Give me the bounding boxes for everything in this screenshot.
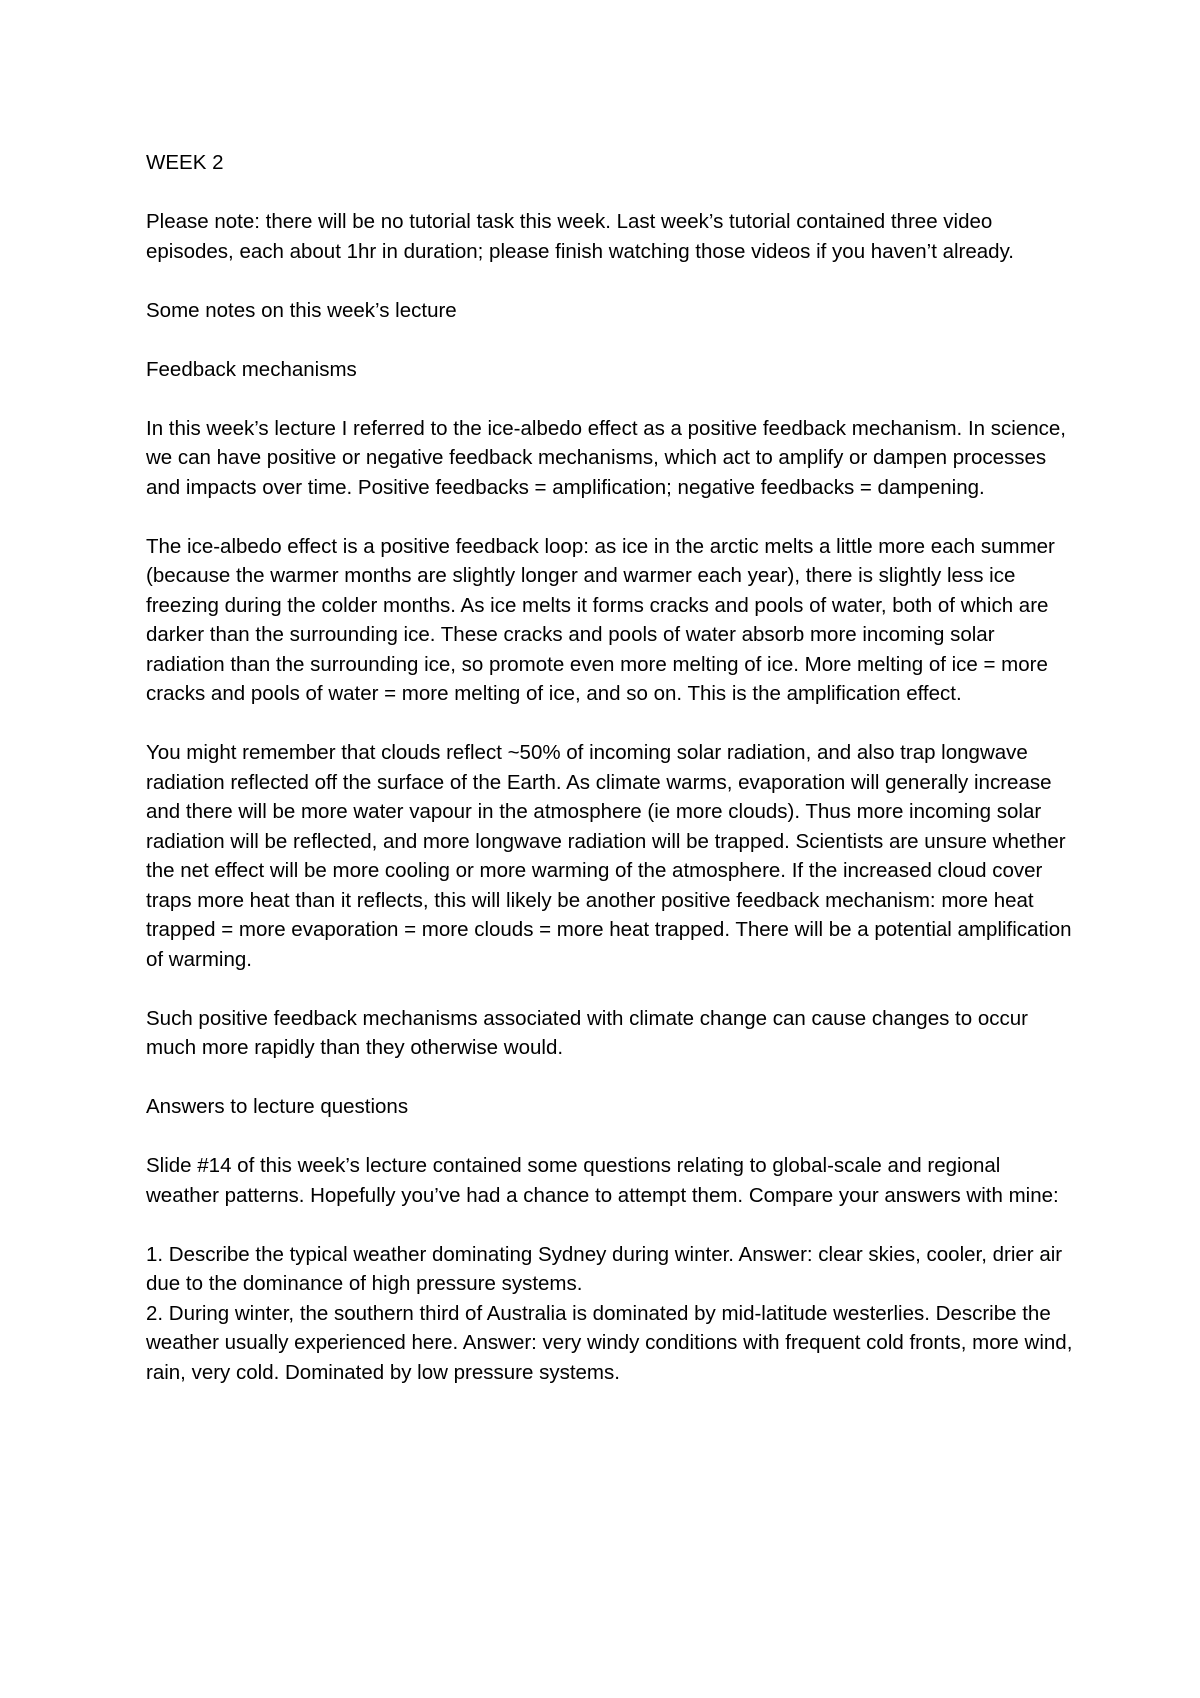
section-title: Some notes on this week’s lecture xyxy=(146,298,457,322)
answer-item-2: 2. During winter, the southern third of Australia is dominated by mid-latitude westerlies. Describe the weather usually experienced here. Answer: very windy conditions with frequent cold fronts, more wind, rain, very cold. Dominated by low pressure systems. xyxy=(146,1301,1073,1384)
conclusion-paragraph: Such positive feedback mechanisms associated with climate change can cause changes to occur much more rapidly than they otherwise would. xyxy=(146,1006,1028,1059)
ice-albedo-paragraph: The ice-albedo effect is a positive feedback loop: as ice in the arctic melts a little more each summer (because the warmer months are slightly longer and warmer each year), there is slightly less ice freezing during the colder months. As ice melts it forms cracks and pools of water, both of which are darker than the surrounding ice. These cracks and pools of water absorb more incoming solar radiation than the surrounding ice, so promote even more melting of ice. More melting of ice = more cracks and pools of water = more melting of ice, and so on. This is the amplification effect. xyxy=(146,534,1055,705)
feedback-heading: Feedback mechanisms xyxy=(146,357,357,381)
answer-item-1: 1. Describe the typical weather dominating Sydney during winter. Answer: clear skies, cooler, drier air due to the dominance of high pressure systems. xyxy=(146,1242,1063,1295)
clouds-paragraph: You might remember that clouds reflect ~50% of incoming solar radiation, and also trap longwave radiation reflected off the surface of the Earth. As climate warms, evaporation will generally increase and there will be more water vapour in the atmosphere (ie more clouds). Thus more incoming solar radiation will be reflected, and more longwave radiation will be trapped. Scientists are unsure whether the net effect will be more cooling or more warming of the atmosphere. If the increased cloud cover traps more heat than it reflects, this will likely be another positive feedback mechanism: more heat trapped = more evaporation = more clouds = more heat trapped. There will be a potential amplification of warming. xyxy=(146,741,1072,971)
document-page xyxy=(146,148,1076,1387)
note-paragraph: Please note: there will be no tutorial task this week. Last week’s tutorial contained three video episodes, each about 1hr in duration; please finish watching those videos if you haven’t already. xyxy=(146,210,1015,263)
answers-heading: Answers to lecture questions xyxy=(146,1095,409,1118)
page-heading: WEEK 2 xyxy=(146,151,224,174)
feedback-intro-paragraph: In this week’s lecture I referred to the ice-albedo effect as a positive feedback mechanism. In science, we can have positive or negative feedback mechanisms, which act to amplify or dampen processes and impacts over time. Positive feedbacks = amplification; negative feedbacks = dampening. xyxy=(146,416,1066,499)
answers-intro-paragraph: Slide #14 of this week’s lecture contained some questions relating to global-scale and regional weather patterns. Hopefully you’ve had a chance to attempt them. Compare your answers with mine: xyxy=(146,1154,1059,1207)
